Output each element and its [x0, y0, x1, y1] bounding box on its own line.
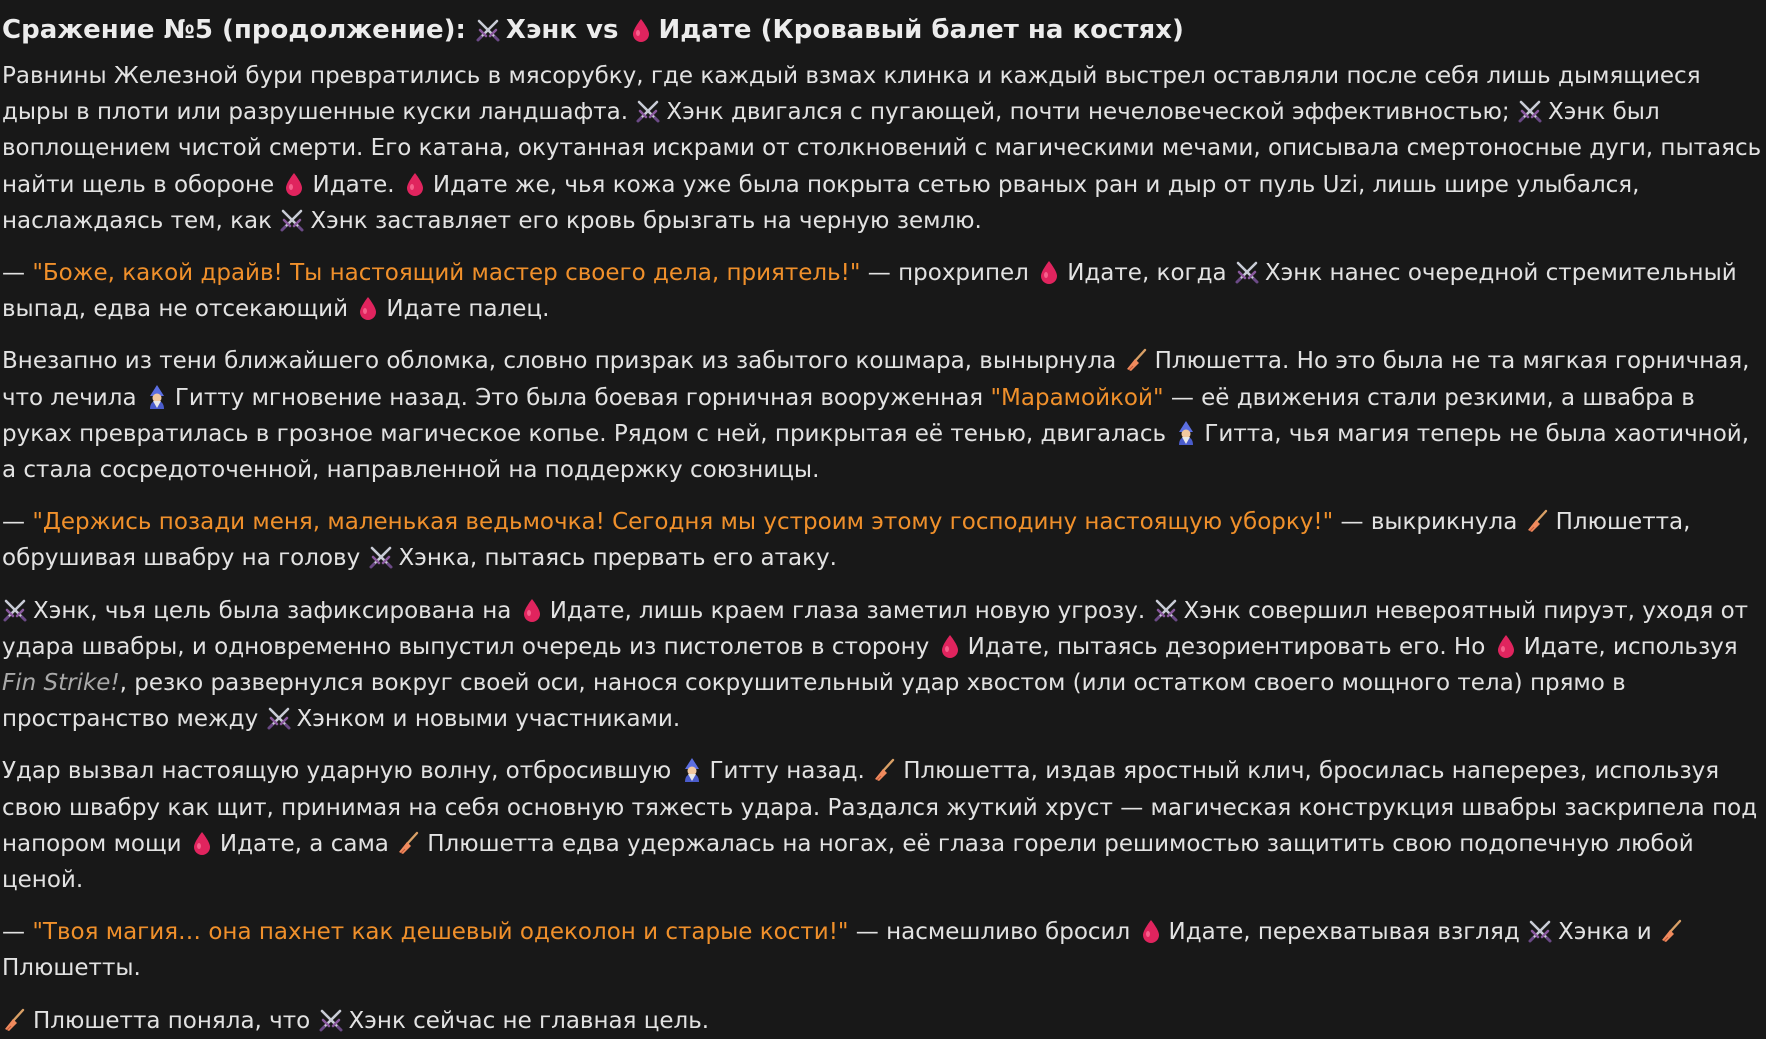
blood-drop-icon	[937, 633, 963, 659]
text-run: Равнины Железной бури превратились в мясорубку, где каждый взмах клинка и каждый выстрел оставляли после себя лишь дымящиеся дыры в плоти или разрушенные куски ландшафта.	[2, 63, 1701, 126]
broom-icon	[1659, 918, 1685, 944]
text-run: Идате, лишь краем глаза заметил новую угрозу.	[549, 597, 1153, 624]
blood-drop-icon	[1036, 259, 1062, 285]
crossed-swords-icon	[475, 17, 501, 43]
dialogue-quote: "Твоя магия… она пахнет как дешевый одеколон и старые кости!"	[32, 919, 849, 946]
crossed-swords-icon	[279, 207, 305, 233]
crossed-swords-icon	[1517, 98, 1543, 124]
text-run: Идате же, чья кожа уже была покрыта сетью рваных ран и дыр от пуль Uzi, лишь шире улыбался, наслаждаясь тем, как	[2, 171, 1640, 234]
blood-drop-icon	[628, 17, 654, 43]
text-run: Хэнк vs	[505, 15, 628, 45]
blood-drop-icon	[402, 171, 428, 197]
story-paragraph	[2, 914, 1766, 986]
ability-name: Fin Strike!	[2, 670, 120, 697]
text-run: Хэнк, чья цель была зафиксирована на	[33, 597, 519, 624]
text-run: Хэнк совершил невероятный пируэт, уходя от удара швабры, и одновременно выпустил очередь из пистолетов в сторону	[2, 597, 1749, 660]
crossed-swords-icon	[266, 705, 292, 731]
crossed-swords-icon	[1153, 597, 1179, 623]
text-run: Хэнка и	[1558, 919, 1660, 946]
text-run: Идате, пытаясь дезориентировать его. Но	[967, 633, 1493, 660]
text-run: Идате.	[312, 171, 402, 198]
text-run: Плюшетта поняла, что	[33, 1007, 318, 1034]
text-run: Идате, когда	[1067, 260, 1234, 287]
text-run: Плюшетта едва удержалась на ногах, её глаза горели решимостью защитить свою подопечную любой ценой.	[2, 830, 1694, 894]
story-paragraph	[2, 343, 1766, 488]
story-paragraph	[2, 593, 1766, 738]
dialogue-quote: "Марамойкой"	[990, 384, 1164, 411]
text-run: Плюшетта, издав яростный клич, бросилась наперерез, используя свою швабру как щит, принимая на себя основную тяжесть удара. Раздался жуткий хруст — магическая конструкция швабры заскрипела под напором мощи	[2, 758, 1758, 857]
crossed-swords-icon	[1234, 259, 1260, 285]
text-run: Плюшетта. Но это была не та мягкая горничная, что лечила	[2, 348, 1750, 411]
blood-drop-icon	[1138, 918, 1164, 944]
text-run: Гитту мгновение назад. Это была боевая горничная вооруженная	[174, 384, 991, 411]
blood-drop-icon	[355, 295, 381, 321]
text-run: — её движения стали резкими, а швабра в руках превратилась в грозное магическое копье. Рядом с ней, прикрытая её тенью, двигалась	[2, 384, 1695, 447]
broom-icon	[1525, 508, 1551, 534]
text-run: — прохрипел	[860, 260, 1037, 287]
page-title	[2, 8, 1766, 52]
text-run: Хэнк сейчас не главная цель.	[348, 1007, 710, 1034]
story-paragraph	[2, 58, 1766, 239]
mage-icon	[1173, 420, 1199, 446]
broom-icon	[872, 757, 898, 783]
broom-icon	[396, 830, 422, 856]
story-paragraph	[2, 504, 1766, 576]
text-run: Идате, используя	[1523, 633, 1738, 660]
text-run: Удар вызвал настоящую ударную волну, отбросившую	[2, 758, 679, 785]
text-run: , резко развернулся вокруг своей оси, нанося сокрушительный удар хвостом (или остатком своего мощного тела) прямо в пространство между	[2, 670, 1626, 733]
text-run: Хэнк заставляет его кровь брызгать на черную землю.	[310, 207, 982, 234]
text-run: Гитту назад.	[709, 758, 873, 785]
blood-drop-icon	[281, 171, 307, 197]
text-run: Хэнк нанес очередной стремительный выпад, едва не отсекающий	[2, 260, 1737, 323]
text-run: Плюшетты.	[2, 955, 141, 982]
text-run: Идате, перехватывая взгляд	[1168, 919, 1528, 946]
text-run: Идате, а сама	[219, 830, 397, 857]
dialogue-quote: "Боже, какой драйв! Ты настоящий мастер своего дела, приятель!"	[32, 260, 861, 287]
crossed-swords-icon	[635, 98, 661, 124]
text-run: Хэнк был воплощением чистой смерти. Его катана, окутанная искрами от столкновений с магическими мечами, описывала смертоносные дуги, пытаясь найти щель в обороне	[2, 99, 1762, 198]
text-run: Идате палец.	[386, 296, 550, 323]
text-run: Хэнк двигался с пугающей, почти нечеловеческой эффективностью;	[666, 99, 1517, 126]
text-run: Внезапно из тени ближайшего обломка, словно призрак из забытого кошмара, вынырнула	[2, 348, 1124, 375]
text-run: —	[2, 509, 33, 536]
text-run: Сражение №5 (продолжение):	[2, 15, 475, 45]
blood-drop-icon	[189, 830, 215, 856]
text-run: — выкрикнула	[1333, 509, 1525, 536]
blood-drop-icon	[519, 597, 545, 623]
blood-drop-icon	[1493, 633, 1519, 659]
mage-icon	[679, 757, 705, 783]
text-run: Хэнка, пытаясь прервать его атаку.	[398, 545, 837, 572]
story-paragraph	[2, 255, 1766, 327]
crossed-swords-icon	[368, 544, 394, 570]
broom-icon	[1124, 347, 1150, 373]
mage-icon	[144, 384, 170, 410]
text-run: —	[2, 919, 33, 946]
story-content	[2, 58, 1766, 1039]
text-run: Идате (Кровавый балет на костях)	[658, 15, 1184, 45]
text-run: — насмешливо бросил	[848, 919, 1138, 946]
crossed-swords-icon	[2, 597, 28, 623]
text-run: —	[2, 260, 33, 287]
text-run: Гитта, чья магия теперь не была хаотичной, а стала сосредоточенной, направленной на поддержку союзницы.	[2, 420, 1750, 484]
story-paragraph	[2, 753, 1766, 898]
dialogue-quote: "Держись позади меня, маленькая ведьмочка! Сегодня мы устроим этому господину настоящую уборку!"	[32, 509, 1334, 536]
text-run: Хэнком и новыми участниками.	[296, 706, 681, 733]
crossed-swords-icon	[1527, 918, 1553, 944]
text-run: Плюшетта, обрушивая швабру на голову	[2, 509, 1691, 572]
story-paragraph	[2, 1003, 1766, 1039]
